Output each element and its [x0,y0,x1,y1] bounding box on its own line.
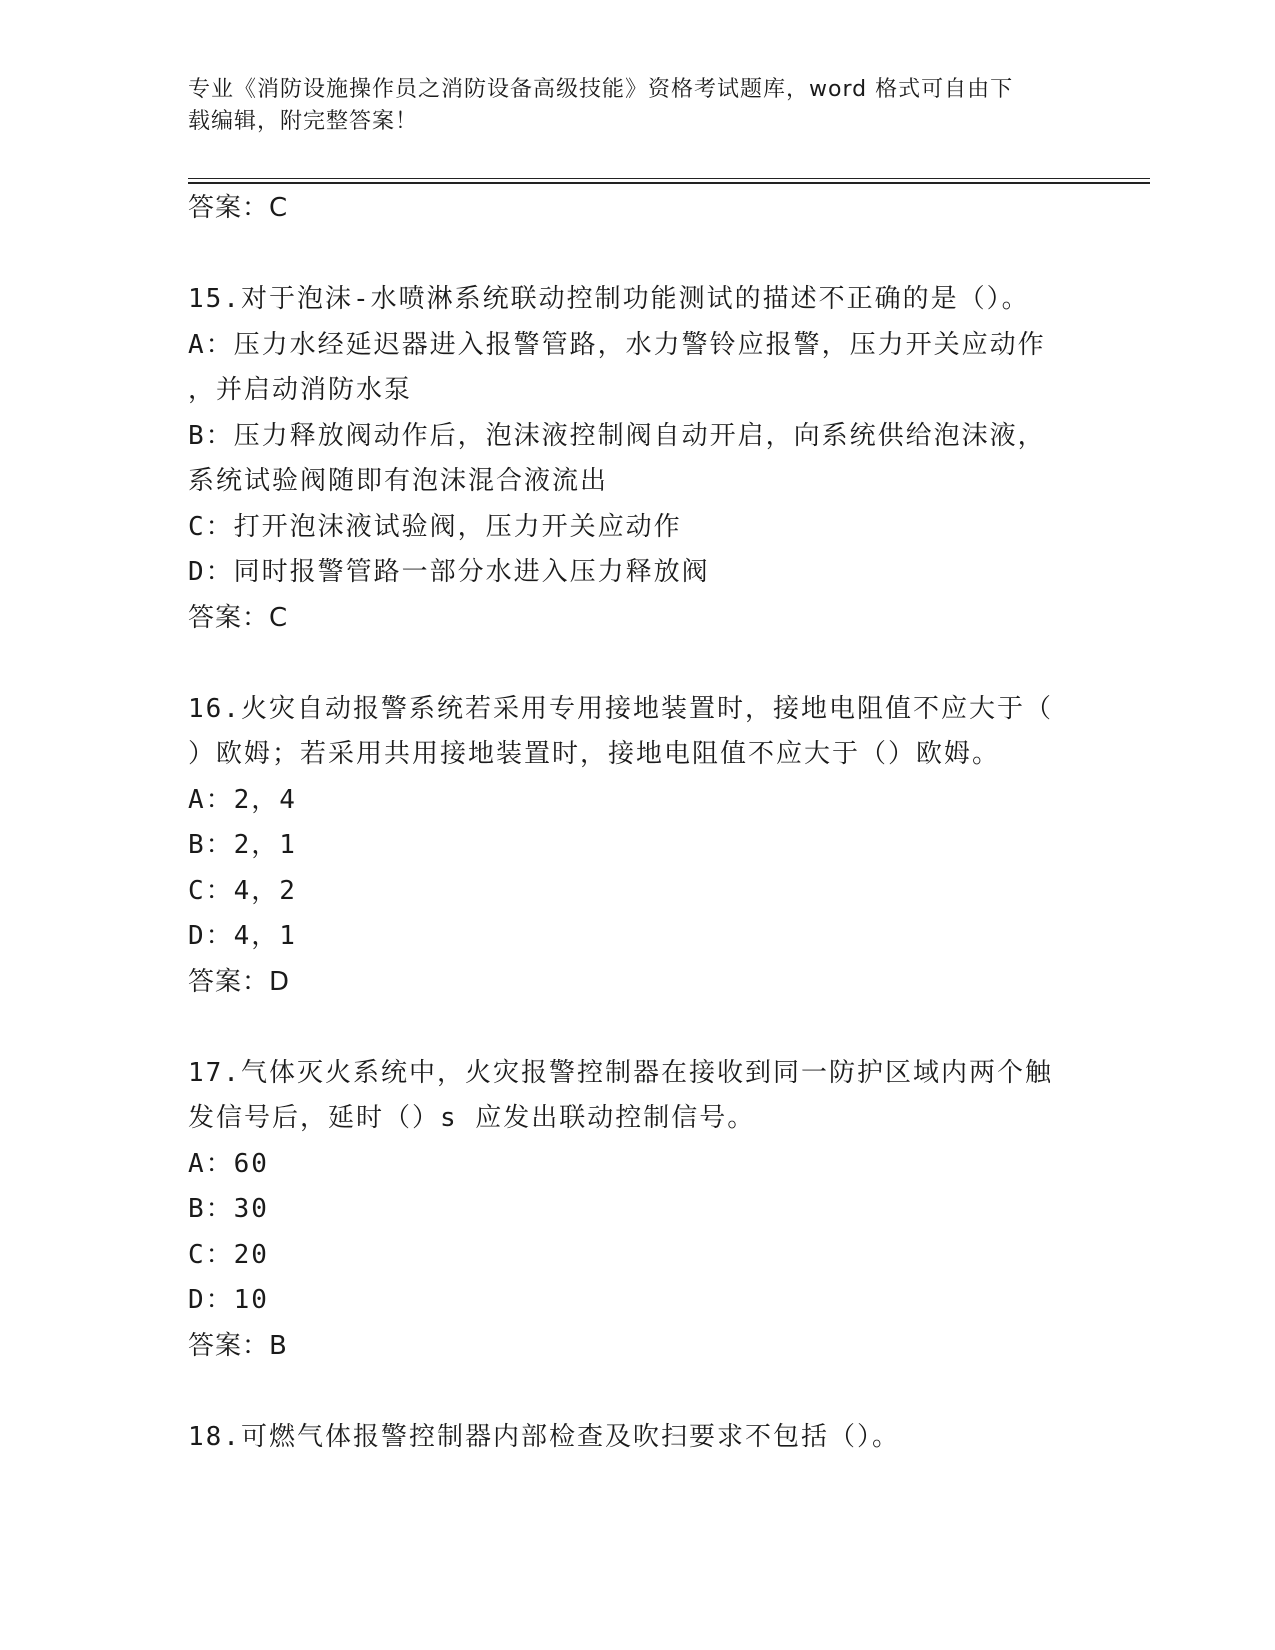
question-15 [188,277,1088,641]
question-stem: 发信号后，延时（）s 应发出联动控制信号。 [188,1103,756,1133]
question-stem: ）欧姆；若采用共用接地装置时，接地电阻值不应大于（）欧姆。 [188,739,1001,769]
option-line: C：20 [188,1239,269,1270]
answer-line: 答案：C [188,193,289,223]
question-16 [188,687,1088,1006]
option-line: A：2，4 [188,784,297,815]
option-line: ，并启动消防水泵 [188,375,413,405]
question-stem: 15.对于泡沫-水喷淋系统联动控制功能测试的描述不正确的是（）。 [188,284,1030,314]
header-divider-thick [188,182,1150,184]
question-list [188,186,1088,1460]
option-line: D：同时报警管路一部分水进入压力释放阀 [188,557,710,587]
answer-line: 答案：C [188,602,289,633]
option-line: D：10 [188,1285,269,1315]
option-line: A：压力水经延迟器进入报警管路，水力警铃应报警，压力开关应动作 [188,329,1046,360]
spacer [188,232,1088,278]
answer-line: 答案：B [188,1330,288,1361]
document-header [188,74,1088,138]
option-line: C：打开泡沫液试验阀，压力开关应动作 [188,511,682,542]
header-line-1: 专业《消防设施操作员之消防设备高级技能》资格考试题库，word 格式可自由下 [188,77,1014,102]
question-stem: 18.可燃气体报警控制器内部检查及吹扫要求不包括（）。 [188,1421,900,1452]
question-stem: 17.气体灭火系统中，火灾报警控制器在接收到同一防护区域内两个触 [188,1057,1053,1088]
option-line: A：60 [188,1148,269,1179]
header-divider-thin [188,178,1150,179]
option-line: D：4，1 [188,921,297,951]
option-line: B：压力释放阀动作后，泡沫液控制阀自动开启，向系统供给泡沫液， [188,420,1046,451]
answer-line: 答案：D [188,966,291,997]
question-18 [188,1415,1088,1461]
question-17 [188,1051,1088,1370]
spacer [188,1369,1088,1415]
spacer [188,1005,1088,1051]
header-line-2: 载编辑，附完整答案！ [188,109,419,134]
option-line: B：2，1 [188,830,297,860]
option-line: 系统试验阀随即有泡沫混合液流出 [188,466,609,496]
option-line: B：30 [188,1194,269,1224]
option-line: C：4，2 [188,875,297,906]
question-stem: 16.火灾自动报警系统若采用专用接地装置时，接地电阻值不应大于（ [188,693,1053,724]
spacer [188,641,1088,687]
